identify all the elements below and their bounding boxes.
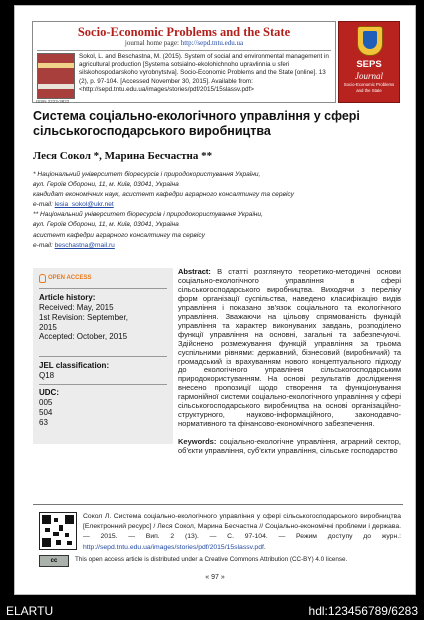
affiliation-line: e-mail: lesia_sokol@ukr.net — [33, 201, 114, 209]
abstract-text: В статті розглянуто теоретико-методичні основи соціально-екологічного управління в сфері сільськогосподарського виробництва. Виходячи з переліку форм організації суспільства, наведено класифікацію видів управління і показано зв'язок соціального та екологічного управління. Зважаючи на цільову спрямованість функцій управління та характер виконуваних завдань, розподілено функції управління на основні, загальні та забезпечуючі. Здійснено розмежування функцій управління за трьома суспільними рівнями: державний, бізнесовий (виробничий) та громадський із врахуванням нового концептуального підходу до екологічного управління сільськогосподарським природокористуванням. На основі результатів дослідження внесено пропозиції щодо створення та функціонування гармонійної системи соціально-екологічного управління у сфері сільськогосподарського виробництва на основі організаційно-структурного, науково-інформаційного, законодавчо-нормативного та фінансово-економічного забезпечення. — [178, 267, 402, 429]
article-authors: Леся Сокол *, Марина Бесчастна ** — [33, 150, 213, 162]
journal-title: Socio-Economic Problems and the State — [77, 25, 291, 39]
jel-heading: JEL classification: — [39, 361, 110, 370]
udc-heading: UDC: — [39, 388, 59, 397]
citation-reference: Сокол Л. Система соціально-екологічного управління у сфері сільськогосподарського виробництва [Електронний ресурс] / Леся Сокол, Марина Бесчастна // Соціально-економічні проблеми і держава. — 2015. — Вип. 2 (13). — С. 97-104. — Режим доступу до журн.: http://sepd.tntu.edu.ua/images/stories/pdf/2015/15slassv.pdf. — [83, 513, 401, 551]
reference-link[interactable]: http://sepd.tntu.edu.ua/images/stories/pdf/2015/15slassv.pdf — [83, 543, 264, 551]
email-link-2[interactable]: beschastna@mail.ru — [54, 241, 115, 249]
affiliation-line: вул. Героїв Оборони, 11, м. Київ, 03041, Україна — [33, 181, 179, 189]
footer-repository-label: ELARTU — [6, 604, 54, 618]
keywords-text: соціально-екологічне управління, аграрний сектор, об'єкти управління, суб'єкти управління, сільське господарство — [178, 437, 401, 455]
keywords — [178, 437, 401, 455]
article-history — [39, 293, 167, 342]
logo-name: SEPS — [356, 59, 382, 70]
affiliation-line: e-mail: beschastna@mail.ru — [33, 241, 115, 249]
history-revision: 1st Revision: September, — [39, 312, 128, 322]
history-received: Received: May, 2015 — [39, 303, 114, 312]
license-text: This open access article is distributed under a Creative Commons Attribution (CC-BY) 4.0 license. — [75, 556, 348, 563]
history-revision-year: 2015 — [39, 322, 57, 332]
email-link-1[interactable]: lesia_sokol@ukr.net — [54, 201, 114, 209]
qr-code-icon — [39, 512, 77, 550]
homepage-label: journal home page: — [124, 39, 179, 47]
logo-journal: Journal — [355, 71, 383, 81]
jel-classification — [39, 361, 167, 381]
logo-subtitle: Socio-Economic Problems and the State — [343, 82, 395, 93]
affiliation-line: ** Національний університет біоресурсів і природокористування України, — [33, 211, 263, 219]
footer-handle: hdl:123456789/6283 — [308, 604, 418, 618]
seps-logo — [338, 21, 400, 103]
history-heading: Article history: — [39, 293, 96, 302]
article-page — [14, 5, 416, 595]
article-info-sidebar — [33, 268, 173, 444]
affiliation-line: * Національний університет біоресурсів і природокористування України, — [33, 171, 261, 178]
keywords-label: Keywords: — [178, 437, 217, 446]
affiliation-line: вул. Героїв Оборони, 11, м. Київ, 03041, Україна — [33, 221, 179, 229]
udc-value: 63 — [39, 417, 48, 427]
udc-classification — [39, 388, 167, 427]
affiliation-line: асистент кафедри аграрного консалтингу та сервісу — [33, 231, 205, 239]
affiliation-line: кандидат економічних наук, асистент кафедри аграрного консалтингу та сервісу — [33, 191, 294, 199]
journal-homepage — [37, 39, 331, 51]
open-access-badge: OPEN ACCESS — [39, 272, 91, 284]
udc-value: 504 — [39, 407, 53, 417]
affiliations — [33, 170, 403, 251]
history-accepted: Accepted: October, 2015 — [39, 332, 128, 342]
page-number: « 97 » — [205, 574, 225, 581]
divider — [33, 504, 403, 505]
cc-license-badge: cc — [39, 555, 69, 567]
abstract — [178, 268, 401, 429]
open-lock-icon — [39, 274, 46, 283]
journal-cover-image — [37, 53, 75, 99]
udc-value: 005 — [39, 398, 53, 407]
citation-text: Sokol, L. and Beschastna, M. (2015). System of social and environmental management in agricultural production [Systema sotsialno-ekolohichnoho upravlinnia u sferi silskohospodarskoho vyrobnytstva]. Socio-Economic Problems and the State [online]. 13 (2), p. 97-104. [Accessed November 30, 2015]. Available from: <http://sepd.tntu.edu.ua/images/stories/pdf/2015/15slassv.pdf> — [79, 53, 329, 93]
jel-value: Q18 — [39, 371, 55, 380]
abstract-label: Abstract: — [178, 267, 211, 276]
issn-label: ISSN 2223-3822 — [36, 99, 70, 104]
article-title: Система соціально-екологічного управління у сфері сільськогосподарського виробництва — [33, 109, 360, 138]
homepage-link[interactable]: http://sepd.tntu.edu.ua — [180, 39, 244, 47]
journal-header — [32, 21, 336, 103]
coat-of-arms-icon — [357, 26, 383, 56]
